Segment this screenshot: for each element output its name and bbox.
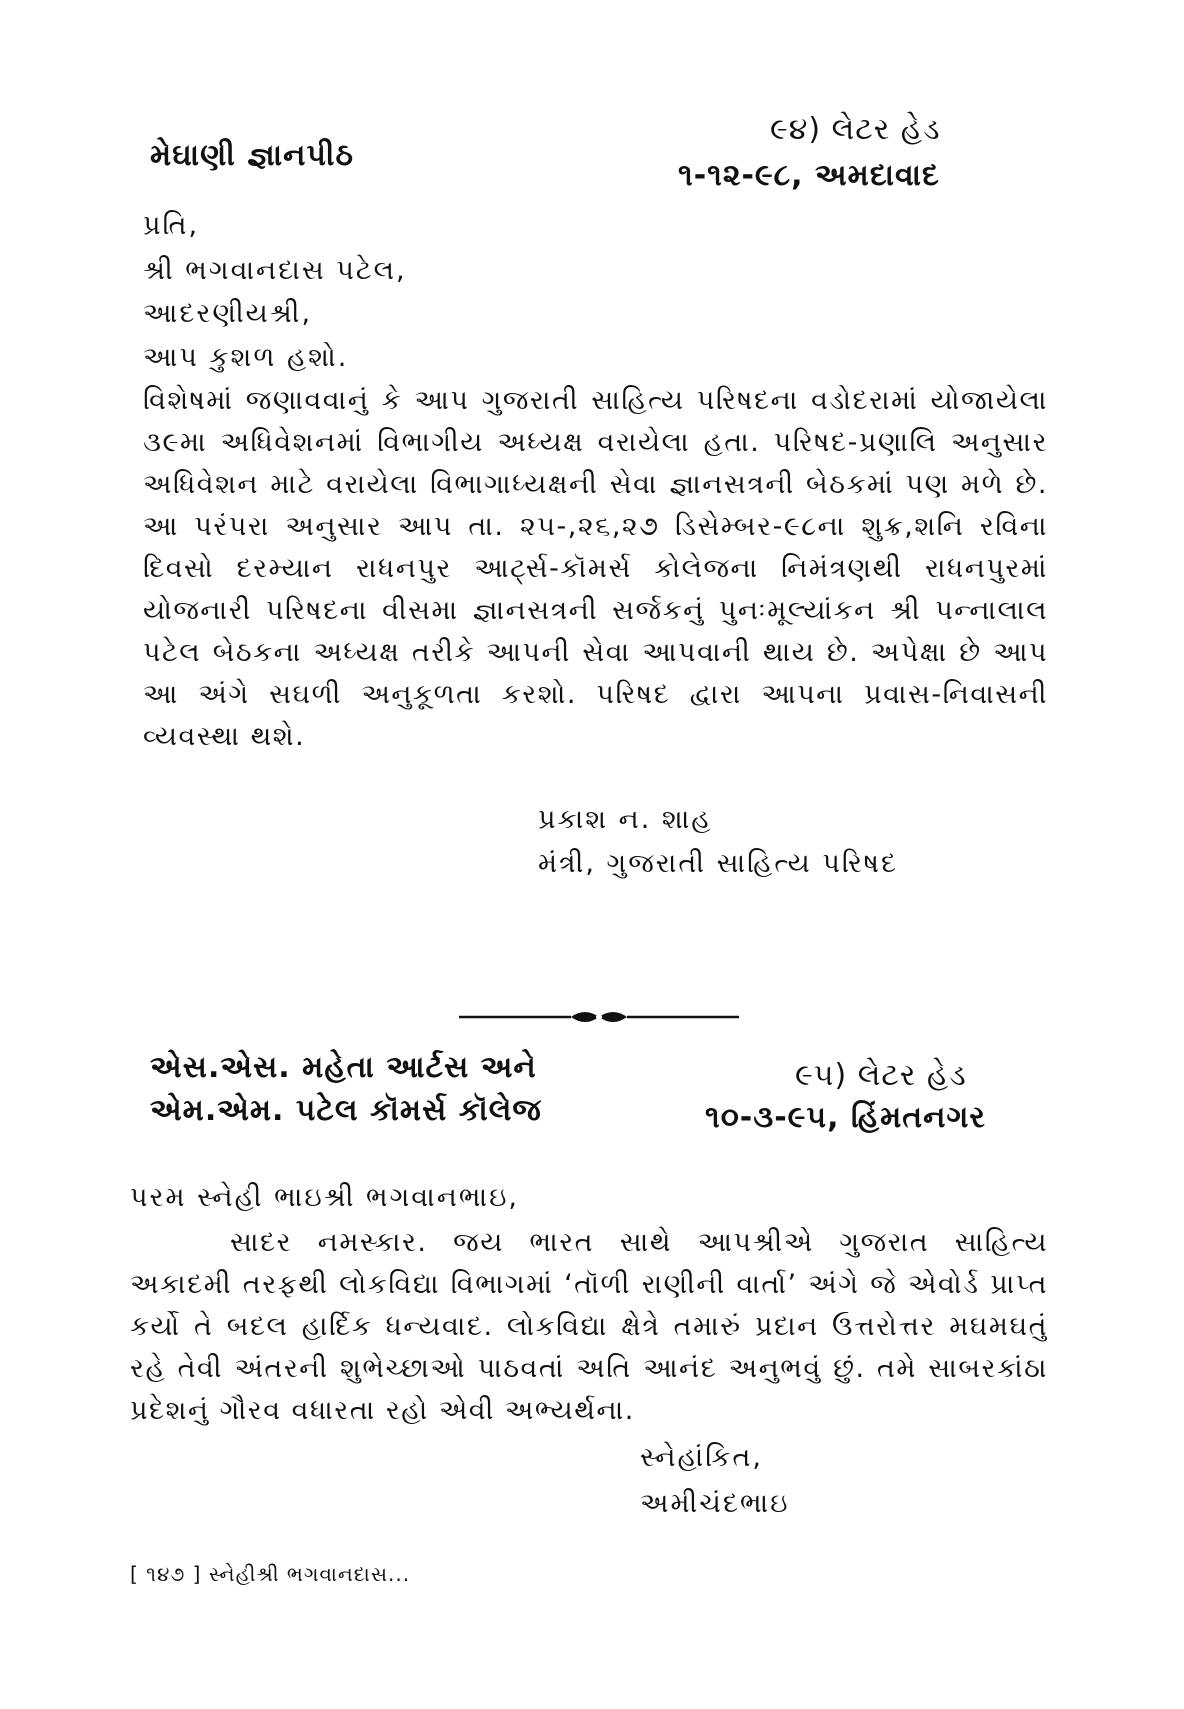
- letter94-sign-name: પ્રકાશ ન. શાહ: [538, 804, 713, 835]
- letter94-salutation: આદરણીયશ્રી,: [143, 298, 313, 329]
- letter94-number: ૯૪) લેટર હેડ: [770, 112, 941, 147]
- letter94-recipient: શ્રી ભગવાનદાસ પટેલ,: [143, 255, 407, 286]
- letter95-org-line1: એસ.એસ. મહેતા આર્ટસ અને: [150, 1050, 537, 1085]
- letter95-salutation: પરમ સ્નેહી ભાઇશ્રી ભગવાનભાઇ,: [130, 1182, 520, 1213]
- letter95-sign-name: અમીચંદભાઇ: [640, 1488, 790, 1519]
- letter95-number: ૯૫) લેટર હેડ: [795, 1058, 967, 1093]
- letter94-date-place: ૧-૧૨-૯૮, અમદાવાદ: [678, 158, 940, 193]
- letter95-date-place: ૧૦-૩-૯૫, હિંમતનગર: [705, 1100, 986, 1135]
- letter94-body-text: વિશેષમાં જણાવવાનું કે આપ ગુજરાતી સાહિત્ય પરિષદના વડોદરામાં યોજાયેલા ૩૯મા અધિવેશનમાં વિભાગીય અધ્યક્ષ વરાયેલા હતા. પરિષદ-પ્રણાલિ અનુસાર અધિવેશન માટે વરાયેલા વિભાગાધ્યક્ષની સેવા જ્ઞાનસત્રની બેઠકમાં પણ મળે છે. આ પરંપરા અનુસાર આપ તા. ૨૫-,૨૬,૨૭ ડિસેમ્બર-૯૮ના શુક્ર,શનિ રવિના દિવસો દરમ્યાન રાધનપુર આર્ટ્સ-કૉમર્સ કોલેજના નિમંત્રણથી રાધનપુરમાં યોજનારી પરિષદના વીસમા જ્ઞાનસત્રની સર્જકનું પુનઃમૂલ્યાંકન શ્રી પન્નાલાલ પટેલ બેઠકના અધ્યક્ષ તરીકે આપની સેવા આપવાની થાય છે. અપેક્ષા છે આપ આ અંગે સઘળી અનુકૂળતા કરશો. પરિષદ દ્વારા આપના પ્રવાસ-નિવાસની વ્યવસ્થા થશે.: [143, 385, 1048, 752]
- letter94-greeting: આપ કુશળ હશો.: [143, 342, 349, 373]
- letter94-to: પ્રતિ,: [143, 210, 200, 241]
- letter95-body-text: સાદર નમસ્કાર. જય ભારત સાથે આપશ્રીએ ગુજરાત સાહિત્ય અકાદમી તરફથી લોકવિદ્યા વિભાગમાં ‘તૉળી રાણીની વાર્તા’ અંગે જે એવોર્ડ પ્રાપ્ત કર્યો તે બદલ હાર્દિક ધન્યવાદ. લોકવિદ્યા ક્ષેત્રે તમારું પ્રદાન ઉત્તરોત્તર મઘમઘતું રહે તેવી અંતરની શુભેચ્છાઓ પાઠવતાં અતિ આનંદ અનુભવું છું. તમે સાબરકાંઠા પ્રદેશનું ગૌરવ વધારતા રહો એવી અભ્યર્થના.: [130, 1227, 1048, 1426]
- page-footer: [ ૧૪૭ ] સ્નેહીશ્રી ભગવાનદાસ...: [130, 1562, 411, 1586]
- letter94-body: [143, 380, 1048, 758]
- ornament-divider: [459, 1005, 739, 1029]
- letter95-closing: સ્નેહાંકિત,: [640, 1442, 763, 1473]
- letter95-body: [130, 1222, 1048, 1432]
- letter95-org-line2: એમ.એમ. પટેલ કૉમર્સ કૉલેજ: [150, 1093, 542, 1128]
- letter94-org: મેઘાણી જ્ઞાનપીઠ: [150, 138, 354, 173]
- letter94-sign-title: મંત્રી, ગુજરાતી સાહિત્ય પરિષદ: [538, 848, 899, 879]
